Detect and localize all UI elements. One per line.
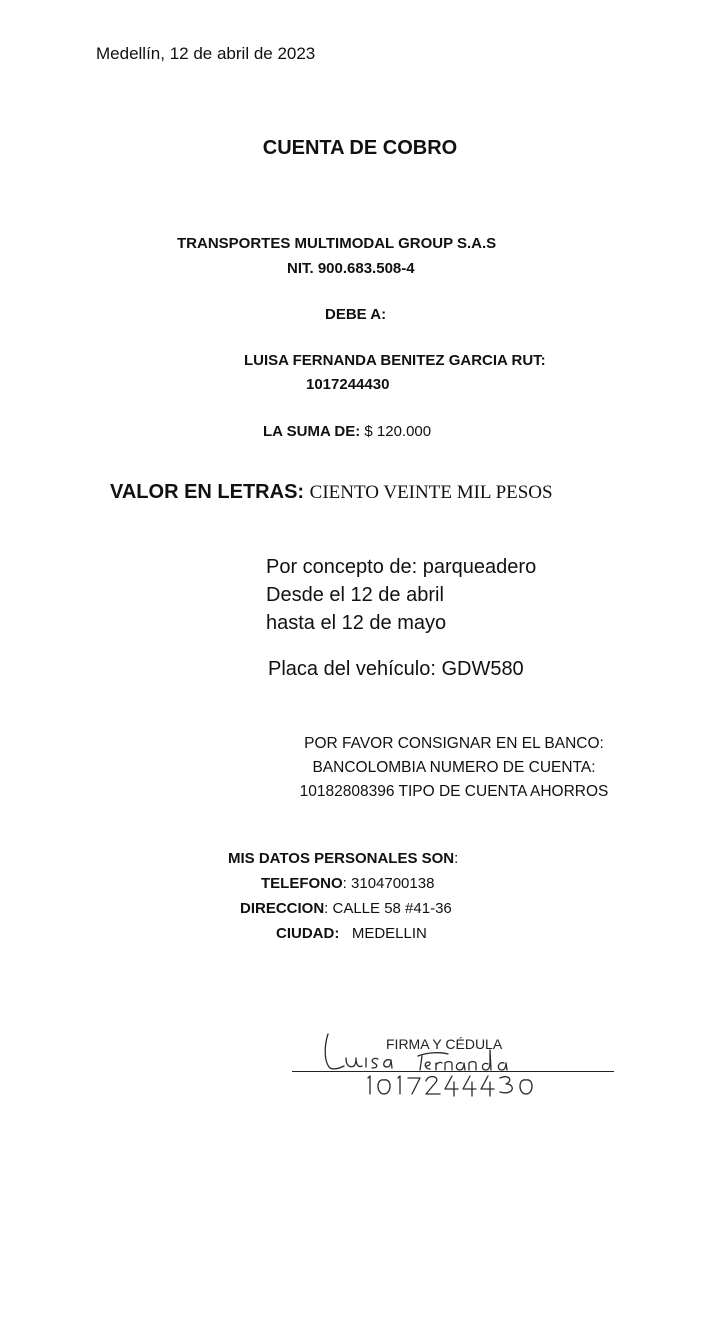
owes-to-label: DEBE A: <box>325 306 387 323</box>
company-nit: NIT. 900.683.508-4 <box>287 260 415 277</box>
creditor-id: 1017244430 <box>306 376 390 393</box>
amount-line <box>263 423 431 440</box>
letters-label: VALOR EN LETRAS: <box>110 481 305 503</box>
amount-value: $ 120.000 <box>364 423 432 440</box>
concept-line-1: Por concepto de: parqueadero <box>266 556 537 578</box>
handwritten-signature <box>318 1026 548 1106</box>
city-label: CIUDAD: <box>276 925 340 942</box>
personal-data-label: MIS DATOS PERSONALES SON <box>228 850 455 867</box>
document-date: Medellín, 12 de abril de 2023 <box>96 44 316 63</box>
address-label: DIRECCION <box>240 900 325 917</box>
city-value: MEDELLIN <box>351 925 427 942</box>
phone-value: : 3104700138 <box>342 875 435 892</box>
vehicle-plate: Placa del vehículo: GDW580 <box>268 658 524 680</box>
concept-line-3: hasta el 12 de mayo <box>266 612 447 634</box>
letters-value: CIENTO VEINTE MIL PESOS <box>309 482 553 503</box>
bank-line-1: POR FAVOR CONSIGNAR EN EL BANCO: <box>304 735 604 752</box>
address-line <box>240 900 452 917</box>
phone-label: TELEFONO <box>261 875 343 892</box>
personal-data-title: MIS DATOS PERSONALES SON: <box>228 850 459 867</box>
amount-in-letters <box>110 481 553 504</box>
company-name: TRANSPORTES MULTIMODAL GROUP S.A.S <box>177 235 497 252</box>
bank-line-2: BANCOLOMBIA NUMERO DE CUENTA: <box>312 759 596 776</box>
concept-line-2: Desde el 12 de abril <box>266 584 444 606</box>
amount-label: LA SUMA DE: <box>263 423 361 440</box>
creditor-name: LUISA FERNANDA BENITEZ GARCIA RUT: <box>244 352 546 369</box>
city-line <box>276 925 427 942</box>
phone-line <box>261 875 434 892</box>
document-title: CUENTA DE COBRO <box>262 137 458 159</box>
address-value: : CALLE 58 #41-36 <box>324 900 452 917</box>
signature-label: FIRMA Y CÉDULA <box>386 1036 503 1052</box>
bank-line-3: 10182808396 TIPO DE CUENTA AHORROS <box>299 783 609 800</box>
